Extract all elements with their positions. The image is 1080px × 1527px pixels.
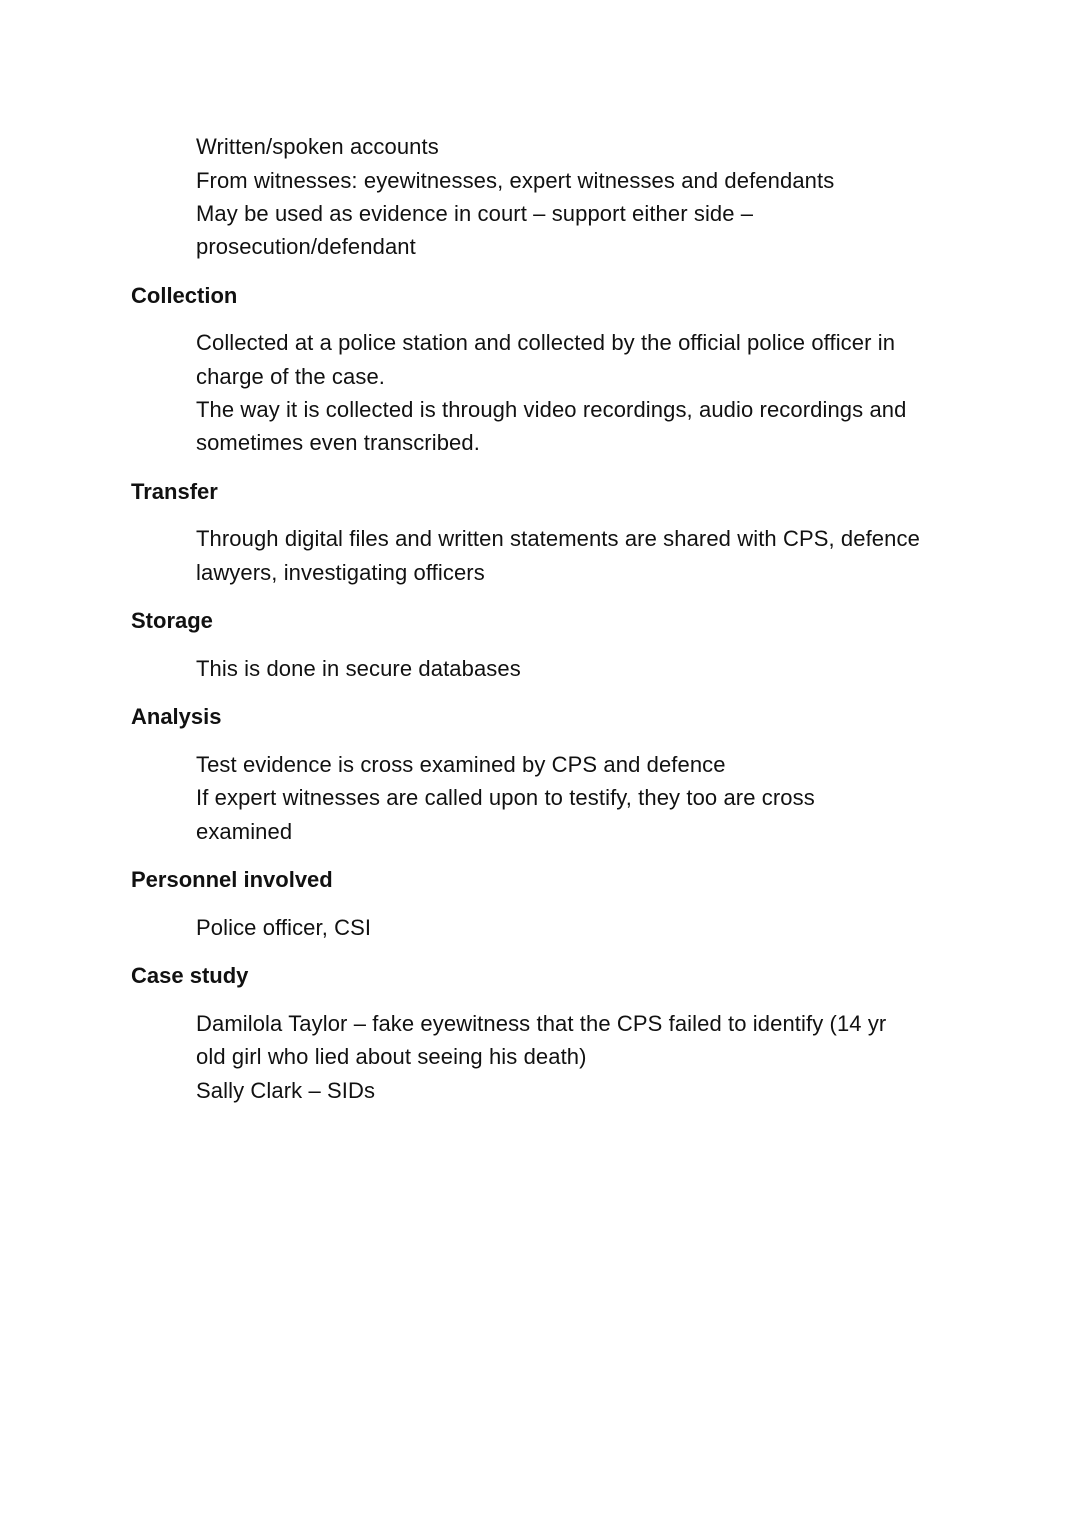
collection-line: Collected at a police station and collected by the official police officer in	[196, 330, 896, 355]
collection-line: charge of the case.	[196, 364, 386, 389]
analysis-line: If expert witnesses are called upon to testify, they too are cross	[196, 785, 815, 810]
intro-line: May be used as evidence in court – support either side –	[196, 201, 754, 226]
transfer-line: Through digital files and written statements are shared with CPS, defence	[196, 526, 920, 551]
storage-line: This is done in secure databases	[196, 656, 521, 681]
case-study-line: old girl who lied about seeing his death)	[196, 1044, 587, 1069]
personnel-line: Police officer, CSI	[196, 915, 372, 940]
collection-line: sometimes even transcribed.	[196, 430, 480, 455]
intro-line: From witnesses: eyewitnesses, expert witnesses and defendants	[196, 168, 835, 193]
section-heading-collection: Collection	[131, 283, 238, 308]
intro-line: Written/spoken accounts	[196, 134, 439, 159]
section-heading-storage: Storage	[131, 608, 213, 633]
analysis-line: examined	[196, 819, 293, 844]
case-study-line: Sally Clark – SIDs	[196, 1078, 376, 1103]
transfer-line: lawyers, investigating officers	[196, 560, 485, 585]
analysis-line: Test evidence is cross examined by CPS and defence	[196, 752, 726, 777]
section-heading-case-study: Case study	[131, 963, 249, 988]
section-heading-analysis: Analysis	[131, 704, 222, 729]
section-heading-transfer: Transfer	[131, 479, 218, 504]
collection-line: The way it is collected is through video recordings, audio recordings and	[196, 397, 907, 422]
case-study-line: Damilola Taylor – fake eyewitness that the CPS failed to identify (14 yr	[196, 1011, 887, 1036]
section-heading-personnel: Personnel involved	[131, 867, 333, 892]
intro-line: prosecution/defendant	[196, 234, 416, 259]
